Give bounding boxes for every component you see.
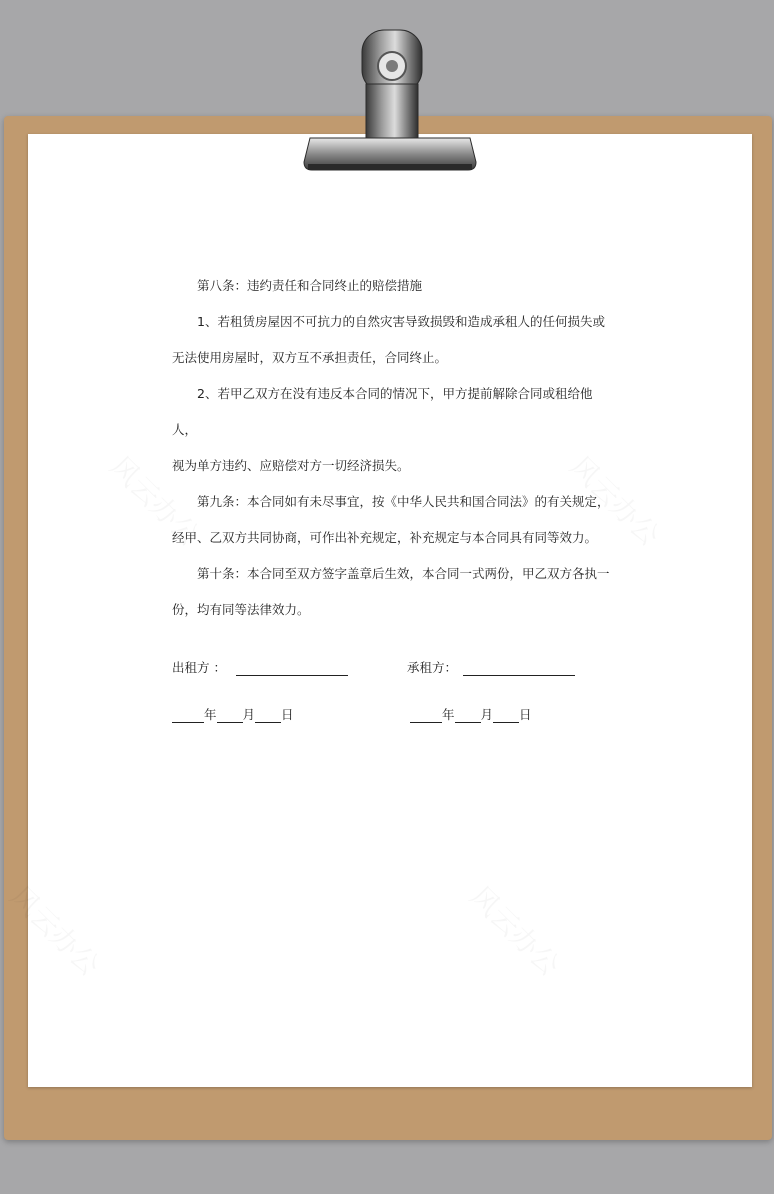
article8-clause2-line1: 2、若甲乙双方在没有违反本合同的情况下，甲方提前解除合同或租给他人， [172,386,593,437]
lessee-signature [407,658,575,676]
article10-line2: 份，均有同等法律效力。 [172,602,310,617]
lessor-label: 出租方 ： [172,660,226,675]
day-label: 日 [519,707,532,722]
year-label: 年 [204,707,217,722]
month-label: 月 [480,707,494,722]
year-label: 年 [442,707,455,722]
lessee-signature-line[interactable] [463,660,575,676]
lessor-year-blank[interactable] [172,707,204,723]
lessee-label: 承租方： [407,660,458,675]
lessor-signature [172,658,348,676]
article10-line1: 第十条：本合同至双方签字盖章后生效，本合同一式两份，甲乙双方各执一 [197,566,610,581]
article8-heading: 第八条：违约责任和合同终止的赔偿措施 [197,278,423,293]
article8-clause2-line2: 视为单方违约、应赔偿对方一切经济损失。 [172,458,410,473]
lessor-signature-line[interactable] [236,660,348,676]
article8-clause1-line1: 1、若租赁房屋因不可抗力的自然灾害导致损毁和造成承租人的任何损失或 [197,314,605,329]
lessor-date [172,705,294,723]
article8-clause1-line2: 无法使用房屋时，双方互不承担责任，合同终止。 [172,350,448,365]
contract-text [172,268,612,628]
day-label: 日 [281,707,294,722]
month-label: 月 [242,707,256,722]
binder-clip-icon [300,26,480,176]
lessee-date [410,705,532,723]
article9-line2: 经甲、乙双方共同协商，可作出补充规定，补充规定与本合同具有同等效力。 [172,530,598,545]
lessee-month-blank[interactable] [455,707,481,723]
lessee-day-blank[interactable] [493,707,519,723]
article9-line1: 第九条：本合同如有未尽事宜，按《中华人民共和国合同法》的有关规定， [197,494,610,509]
lessor-day-blank[interactable] [255,707,281,723]
lessor-month-blank[interactable] [217,707,243,723]
lessee-year-blank[interactable] [410,707,442,723]
